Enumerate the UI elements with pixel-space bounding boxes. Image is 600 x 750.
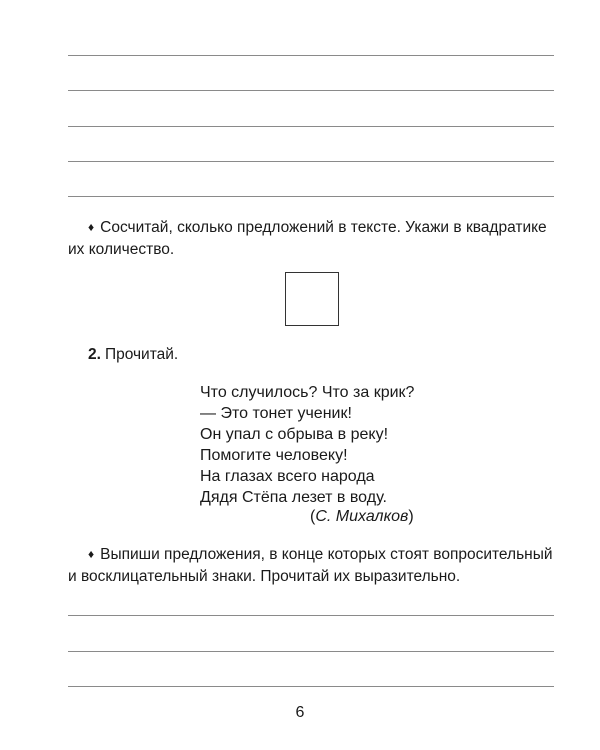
writing-line-2[interactable]	[68, 90, 554, 91]
poem-line: Помогите человеку!	[200, 447, 348, 464]
writing-line-3[interactable]	[68, 126, 554, 127]
task-number: 2.	[88, 346, 101, 363]
task-2-heading	[88, 344, 178, 366]
answer-box[interactable]	[285, 272, 339, 326]
poem-author	[310, 506, 414, 527]
page-number: 6	[295, 704, 305, 721]
count-task-instruction	[68, 217, 558, 261]
poem-line: На глазах всего народа	[200, 468, 375, 485]
author-paren-open: (	[310, 508, 316, 525]
poem-line: Что случилось? Что за крик?	[200, 384, 415, 401]
count-task-text: Сосчитай, сколько предложений в тексте. Укажи в квадратике их количество.	[68, 219, 547, 258]
author-paren-close: )	[408, 508, 414, 525]
writing-line-1[interactable]	[68, 55, 554, 56]
diamond-bullet-icon: ♦	[88, 220, 95, 234]
write-task-text: Выпиши предложения, в конце которых стоят вопросительный и восклицательный знаки. Прочитай их выразительно.	[68, 546, 553, 585]
writing-line-5[interactable]	[68, 196, 554, 197]
writing-line-8[interactable]	[68, 686, 554, 687]
writing-line-6[interactable]	[68, 615, 554, 616]
write-task-instruction	[68, 544, 558, 588]
writing-line-7[interactable]	[68, 651, 554, 652]
author-name: С. Михалков	[315, 508, 409, 525]
diamond-bullet-icon: ♦	[88, 547, 95, 561]
poem-line: — Это тонет ученик!	[200, 405, 352, 422]
writing-line-4[interactable]	[68, 161, 554, 162]
poem-line: Дядя Стёпа лезет в воду.	[200, 489, 387, 506]
poem-line: Он упал с обрыва в реку!	[200, 426, 389, 443]
task-title: Прочитай.	[104, 346, 179, 363]
poem	[200, 382, 414, 508]
